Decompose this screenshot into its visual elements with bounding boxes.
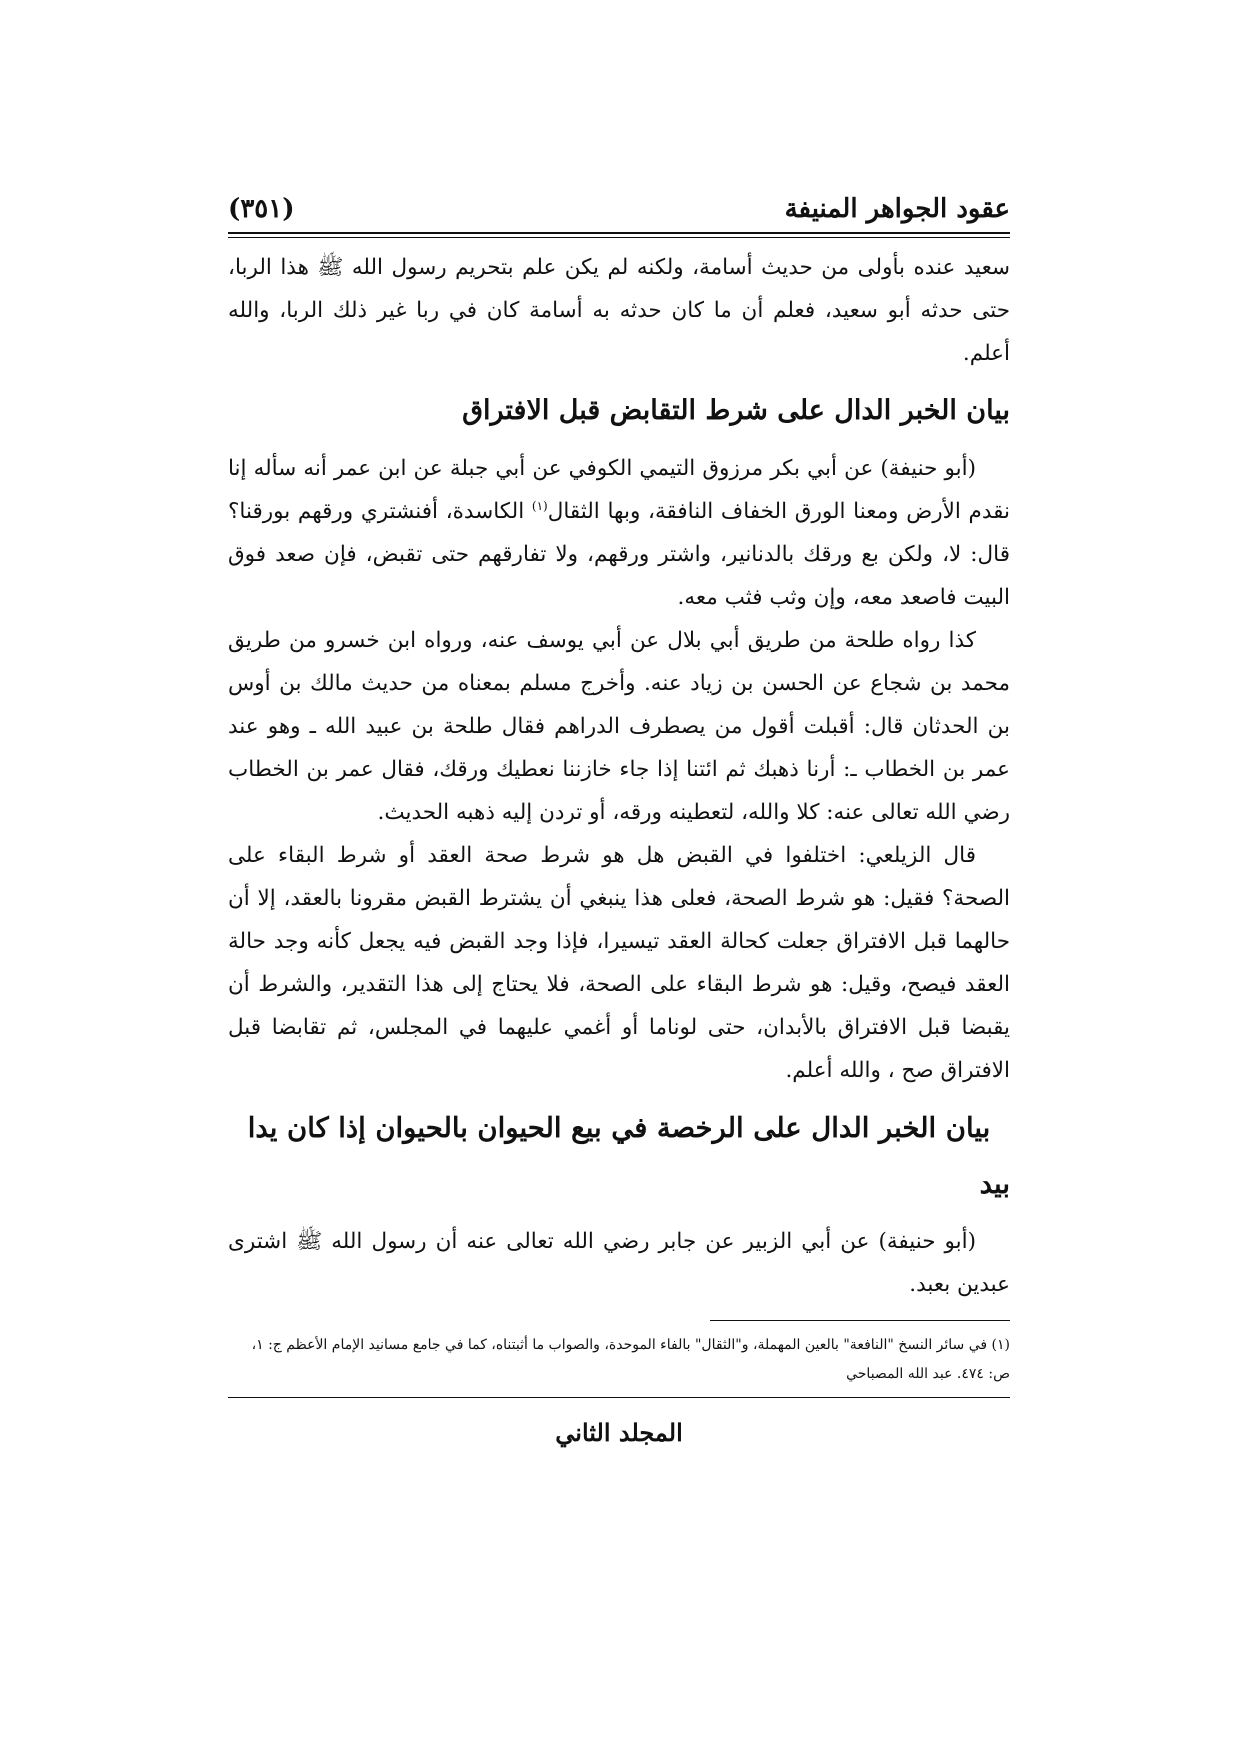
continuation-paragraph: سعيد عنده بأولى من حديث أسامة، ولكنه لم يكن علم بتحريم رسول الله ﷺ هذا الربا، حتى حدثه أبو سعيد، فعلم أن ما كان حدثه به أسامة كان في ربا غير ذلك الربا، والله أعلم. [228, 255, 1010, 366]
zaylai-paragraph: قال الزيلعي: اختلفوا في القبض هل هو شرط صحة العقد أو شرط البقاء على الصحة؟ فقيل: هو شرط الصحة، فعلى هذا ينبغي أن يشترط القبض مقرونا بالعقد، إلا أن حالهما قبل الافتراق جعلت كحالة العقد تيسيرا، فإذا وجد القبض فيه يجعل كأنه وجد حالة العقد فيصح، وقيل: هو شرط البقاء على الصحة، فلا يحتاج إلى هذا التقدير، والشرط أن يقبضا قبل الافتراق بالأبدان، حتى لوناما أو أغمي عليهما في المجلس، ثم تقابضا قبل الافتراق صح ، والله أعلم. [228, 843, 1010, 1083]
footnote-text: (١) في سائر النسخ "النافعة" بالعين المهملة، و"الثقال" بالفاء الموحدة، والصواب ما أثبتناه، كما في جامع مسانيد الإمام الأعظم ج: ١، ص: ٤٧٤. عبد الله المصباحي [251, 1337, 1010, 1382]
header-rule [228, 232, 1010, 238]
volume-label: المجلد الثاني [555, 1418, 683, 1447]
hadith-paragraph-1 [228, 447, 1010, 619]
main-text [228, 246, 1010, 1306]
footer-rule [228, 1397, 1010, 1398]
section-heading-2: بيان الخبر الدال على الرخصة في بيع الحيوان بالحيوان إذا كان يدا بيد [247, 1112, 1010, 1200]
section-heading-1: بيان الخبر الدال على شرط التقابض قبل الافتراق [462, 395, 1010, 426]
footnote-reference[interactable]: (١) [531, 498, 548, 513]
hadith-paragraph-2: (أبو حنيفة) عن أبي الزبير عن جابر رضي الله تعالى عنه أن رسول الله ﷺ اشترى عبدين بعبد. [228, 1229, 1010, 1297]
running-header [228, 180, 1010, 224]
hadith-text-part-1: (أبو حنيفة) عن أبي بكر مرزوق التيمي الكوفي عن أبي جبلة عن ابن عمر أنه سأله إنا نقدم الأرض ومعنا الورق الخفاف النافقة، وبها الثقال [228, 456, 1010, 524]
book-title: عقود الجواهر المنيفة [784, 194, 1010, 224]
book-page [228, 180, 1010, 1447]
page-number: (٣٥١) [228, 194, 295, 224]
footnote-separator [710, 1320, 1010, 1321]
narration-paragraph: كذا رواه طلحة من طريق أبي بلال عن أبي يوسف عنه، ورواه ابن خسرو من طريق محمد بن شجاع عن الحسن بن زياد عنه. وأخرج مسلم بمعناه من حديث مالك بن أوس بن الحدثان قال: أقبلت أقول من يصطرف الدراهم فقال طلحة بن عبيد الله ـ وهو عند عمر بن الخطاب ـ: أرنا ذهبك ثم ائتنا إذا جاء خازننا نعطيك ورقك، فقال عمر بن الخطاب رضي الله تعالى عنه: كلا والله، لتعطينه ورقه، أو تردن إليه ذهبه الحديث. [228, 628, 1010, 825]
hadith-text-part-2: الكاسدة، أفنشتري ورقهم بورقنا؟ قال: لا، ولكن بع ورقك بالدنانير، واشتر ورقهم، ولا تفارقهم حتى تقبض، فإن صعد فوق البيت فاصعد معه، وإن وثب فثب معه. [228, 499, 1010, 610]
